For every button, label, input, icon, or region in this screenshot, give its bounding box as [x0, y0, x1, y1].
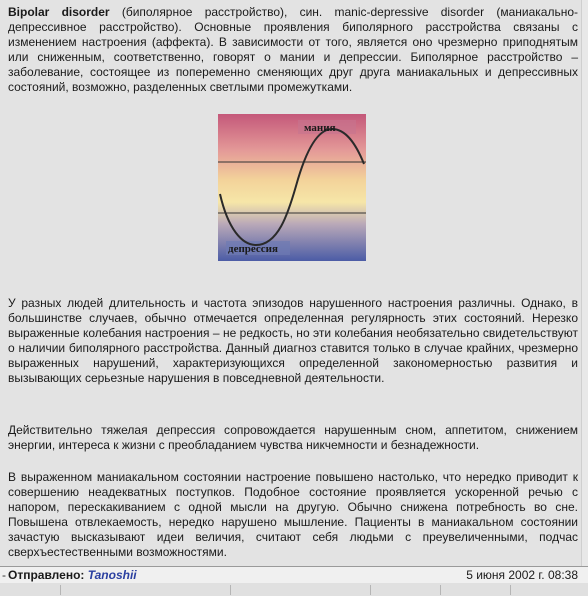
- strip-divider: [60, 585, 61, 595]
- term-bipolar-disorder: Bipolar disorder: [8, 5, 110, 19]
- depression-label: депрессия: [228, 243, 278, 255]
- intro-text: (биполярное расстройство), син. manic-depressive disorder (маниакально-депрессивное расстройство). Основные проявления биполярного расстройства связаны с изменением настроения (аффекта). В зависимости от того, является оно чрезмерно приподнятым или сниженным, соответственно, говорят о мании и депрессии. Биполярное расстройство – заболевание, состоящее из попеременно сменяющих друг друга маниакальных и депрессивных состояний, возможно, разделенных светлыми промежутками.: [8, 5, 579, 94]
- footer-arrow-icon: -: [2, 568, 6, 582]
- sent-label: Отправлено:: [8, 568, 85, 582]
- mania-label: мания: [304, 122, 336, 134]
- paragraph-intro: [8, 5, 578, 95]
- paragraph-depression: Действительно тяжелая депрессия сопровождается нарушенным сном, аппетитом, снижением энергии, интереса к жизни с преобладанием чувства никчемности и безнадежности.: [8, 423, 578, 452]
- strip-divider: [440, 585, 441, 595]
- author-link[interactable]: Tanoshii: [87, 568, 137, 582]
- paragraph-episodes: У разных людей длительность и частота эпизодов нарушенного настроения различны. Однако, в большинстве случаев, обычно отмечается определенная регулярность этих состояний. Нерезко выраженные колебания настроения – не редкость, но эти колебания необязательно свидетельствуют о наличии биполярного расстройства. Данный диагноз ставится только в случае крайних, чрезмерно выраженных нарушений, характеризующихся определенной закономерностью развития и вызывающих серьезные нарушения в повседневной деятельности.: [8, 296, 578, 385]
- vertical-scrollbar[interactable]: [581, 0, 588, 568]
- post-date: 5 июня 2002 г. 08:38: [466, 568, 578, 582]
- paragraph-mania: В выраженном маниакальном состоянии настроение повышено настолько, что нередко приводит к совершению неадекватных поступков. Подобное состояние проявляется ускоренной речью с напором, перескакиванием с одной мысли на другую. Обычно снижена потребность во сне. Повышена отвлекаемость, нередко нарушено мышление. Пациенты в маниакальном состоянии зачастую высказывают идеи величия, считают себя людьми с преувеличенными, подчас сверхъестественными возможностями.: [8, 470, 578, 559]
- mood-wave-svg: [218, 114, 366, 261]
- bottom-strip: [0, 583, 588, 596]
- sent-by: [8, 567, 137, 583]
- mood-wave-figure: [218, 114, 366, 261]
- post-footer: [0, 566, 588, 584]
- strip-divider: [510, 585, 511, 595]
- strip-divider: [370, 585, 371, 595]
- strip-divider: [230, 585, 231, 595]
